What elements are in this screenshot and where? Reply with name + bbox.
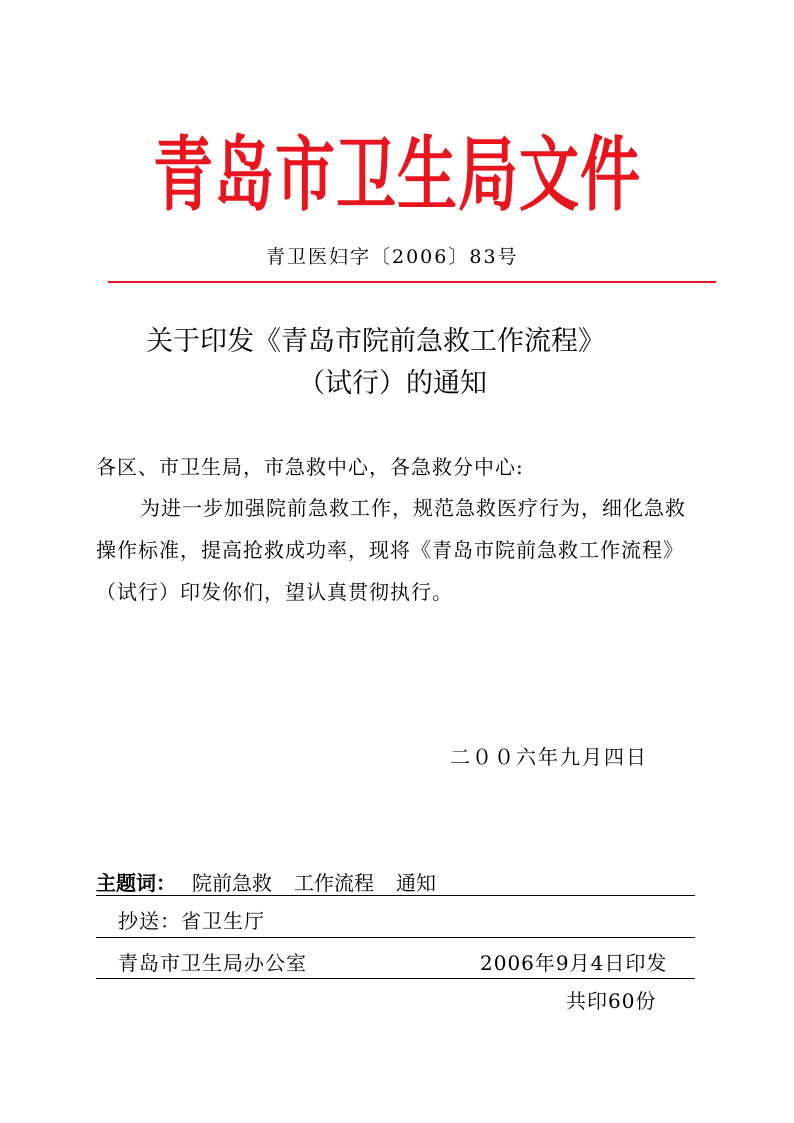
notice-title-line2: （试行）的通知 (298, 368, 487, 399)
document-number: 青卫医妇字〔2006〕83号 (266, 246, 519, 268)
body-paragraph-line3: （试行）印发你们，望认真贯彻执行。 (96, 580, 453, 604)
copies-count: 共印60份 (566, 989, 657, 1013)
salutation: 各区、市卫生局，市急救中心，各急救分中心: (96, 455, 524, 479)
footer-rule-3 (96, 978, 695, 979)
cc-line: 抄送：省卫生厅 (118, 909, 265, 933)
red-divider (108, 281, 716, 283)
keyword-item: 院前急救 (192, 871, 272, 895)
keyword-item: 工作流程 (294, 871, 374, 895)
issuer-office: 青岛市卫生局办公室 (118, 951, 307, 975)
keywords-list (192, 870, 436, 896)
footer-rule-1 (96, 895, 695, 896)
notice-title-line1: 关于印发《青岛市院前急救工作流程》 (146, 326, 605, 357)
masthead-title: 青岛市卫生局文件 (153, 128, 641, 224)
body-paragraph-line1: 为进一步加强院前急救工作，规范急救医疗行为，细化急救 (140, 496, 686, 520)
keywords-label: 主题词： (96, 871, 176, 895)
keyword-item: 通知 (396, 871, 436, 895)
body-paragraph-line2: 操作标准，提高抢救成功率，现将《青岛市院前急救工作流程》 (96, 538, 684, 562)
issue-date-chinese: 二００六年九月四日 (450, 745, 648, 769)
footer-rule-2 (96, 937, 695, 938)
print-date: 2006年9月4日印发 (480, 951, 668, 975)
